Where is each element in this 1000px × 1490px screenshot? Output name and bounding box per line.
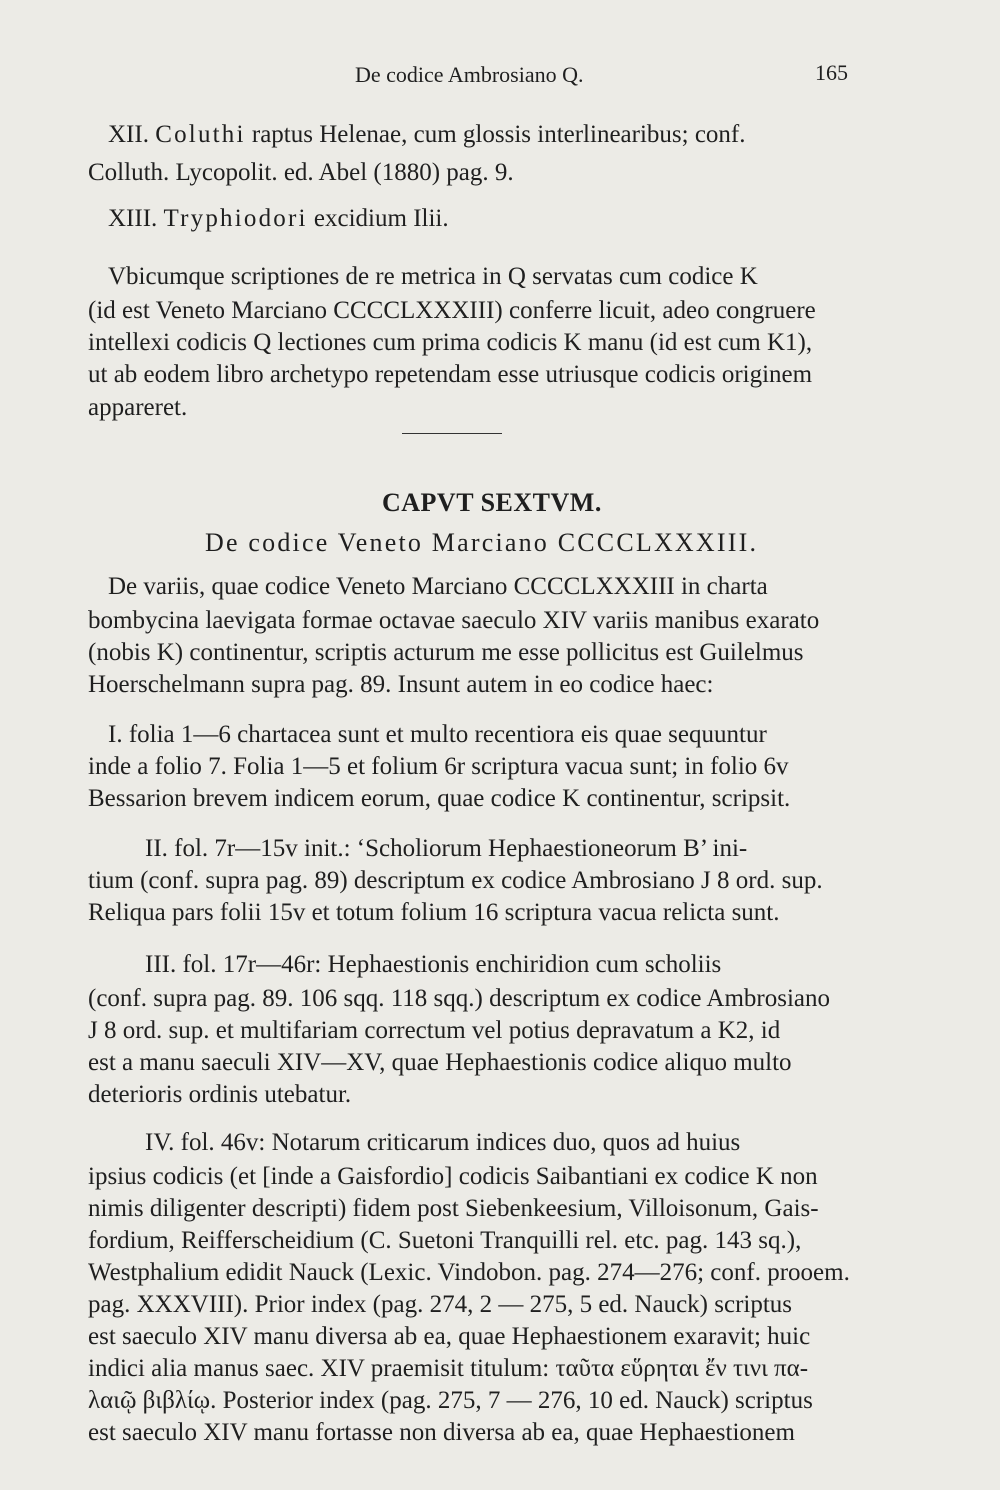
section-iv-line: pag. XXXVIII). Prior index (pag. 274, 2 — 275, 5 ed. Nauck) scriptus [88, 1291, 793, 1318]
section-divider [402, 433, 502, 434]
item-xii-line-1 [108, 120, 746, 150]
item-number: XIII. [108, 205, 158, 232]
section-i-line: I. folia 1—6 chartacea sunt et multo recentiora eis quae sequuntur [108, 721, 767, 748]
intro-line: Hoerschelmann supra pag. 89. Insunt autem in eo codice haec: [88, 671, 714, 698]
section-ii-line: tium (conf. supra pag. 89) descriptum ex codice Ambrosiano J 8 ord. sup. [88, 867, 823, 894]
section-iv-line: Westphalium edidit Nauck (Lexic. Vindobon. pag. 274—276; conf. prooem. [88, 1259, 850, 1286]
section-iv-line: fordium, Reifferscheidium (C. Suetoni Tranquilli rel. etc. pag. 143 sq.), [88, 1227, 802, 1254]
running-header: De codice Ambrosiano Q. [355, 62, 584, 87]
conclusion-line: ut ab eodem libro archetypo repetendam esse utriusque codicis originem [88, 361, 813, 388]
section-i-line: inde a folio 7. Folia 1—5 et folium 6r scriptura vacua sunt; in folio 6v [88, 753, 789, 780]
conclusion-line: intellexi codicis Q lectiones cum prima codicis K manu (id est cum K1), [88, 329, 813, 356]
section-iv-line: est saeculo XIV manu diversa ab ea, quae Hephaestionem exaravit; huic [88, 1323, 811, 1350]
conclusion-line: appareret. [88, 394, 188, 421]
section-i-line: Bessarion brevem indicem eorum, quae codice K continentur, scripsit. [88, 785, 791, 812]
section-iv-line: ipsius codicis (et [inde a Gaisfordio] codicis Saibantiani ex codice K non [88, 1163, 818, 1190]
page-number: 165 [815, 60, 848, 85]
section-iv-line: λαιῷ βιβλίῳ. Posterior index (pag. 275, 7 — 276, 10 ed. Nauck) scriptus [88, 1387, 813, 1414]
intro-line: (nobis K) continentur, scriptis acturum me esse pollicitus est Guilelmus [88, 639, 804, 666]
author-name: Coluthi [155, 121, 246, 148]
section-iii-line: deterioris ordinis utebatur. [88, 1081, 352, 1108]
section-iii-line: est a manu saeculi XIV—XV, quae Hephaestionis codice aliquo multo [88, 1049, 792, 1076]
section-ii-line: Reliqua pars folii 15v et totum folium 16 scriptura vacua relicta sunt. [88, 899, 780, 926]
conclusion-line: Vbicumque scriptiones de re metrica in Q servatas cum codice K [108, 263, 758, 290]
section-iv-line: IV. fol. 46v: Notarum criticarum indices duo, quos ad huius [145, 1129, 741, 1156]
item-xii-line-2 [88, 158, 514, 188]
section-iii-line: J 8 ord. sup. et multifariam correctum vel potius depravatum a K2, id [88, 1017, 781, 1044]
section-iv-line: indici alia manus saec. XIV praemisit titulum: ταῦτα εὕρηται ἔν τινι πα- [88, 1355, 809, 1382]
intro-line: De variis, quae codice Veneto Marciano CCCCLXXXIII in charta [108, 573, 768, 600]
section-iv-line: est saeculo XIV manu fortasse non diversa ab ea, quae Hephaestionem [88, 1419, 795, 1446]
text-line: Colluth. Lycopolit. ed. Abel (1880) pag. 9. [88, 159, 514, 186]
chapter-title: CAPVT SEXTVM. [382, 488, 602, 517]
item-number: XII. [108, 121, 149, 148]
author-name: Tryphiodori [163, 205, 308, 232]
intro-line: bombycina laevigata formae octavae saeculo XIV variis manibus exarato [88, 607, 820, 634]
section-iii-line: (conf. supra pag. 89. 106 sqq. 118 sqq.) descriptum ex codice Ambrosiano [88, 985, 830, 1012]
section-iii-line: III. fol. 17r—46r: Hephaestionis enchiridion cum scholiis [145, 951, 722, 978]
section-ii-line: II. fol. 7r—15v init.: ‘Scholiorum Hephaestioneorum B’ ini- [145, 835, 748, 862]
text-line: excidium Ilii. [307, 205, 449, 232]
item-xiii-line-1 [108, 204, 449, 234]
section-iv-line: nimis diligenter descripti) fidem post Siebenkeesium, Villoisonum, Gais- [88, 1195, 819, 1222]
conclusion-line: (id est Veneto Marciano CCCCLXXXIII) conferre licuit, adeo congruere [88, 297, 816, 324]
text-line: raptus Helenae, cum glossis interlinearibus; conf. [245, 121, 746, 148]
chapter-subtitle: De codice Veneto Marciano CCCCLXXXIII. [205, 528, 759, 557]
